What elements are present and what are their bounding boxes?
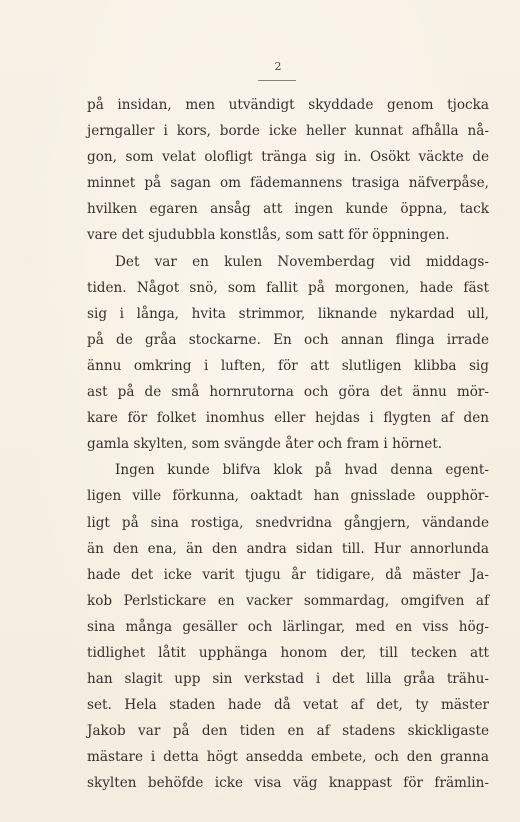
text-line: än den ena, än den andra sidan till. Hur annorlunda <box>87 540 489 557</box>
header-rule <box>258 80 296 81</box>
text-line: kob Perlstickare en vacker sommardag, omgifven af <box>87 592 489 609</box>
text-line: ligen ville förkunna, oaktadt han gnisslade oupphör- <box>87 488 489 505</box>
text-line: kare för folket inomhus eller hejdas i flygten af den <box>87 410 489 427</box>
text-line: Det var en kulen Novemberdag vid middags- <box>115 253 489 270</box>
text-line: på insidan, men utvändigt skyddade genom tjocka <box>87 97 489 113</box>
text-line: gon, som velat olofligt tränga sig in. Osökt väckte de <box>87 149 489 166</box>
text-line: sig i långa, hvita strimmor, liknande nykardad ull, <box>87 305 489 322</box>
text-line: ännu omkring i luften, för att slutligen klibba sig <box>87 357 489 374</box>
text-line: på de gråa stockarne. En och annan flinga irrade <box>87 331 489 348</box>
text-line: hade det icke varit tjugu år tidigare, då mäster Ja- <box>87 566 489 583</box>
text-line: sina många gesäller och lärlingar, med en viss hög- <box>87 618 489 635</box>
text-line: gamla skylten, som svängde åter och fram i hörnet. <box>87 436 443 453</box>
text-line: han slagit upp sin verkstad i det lilla gråa trähu- <box>87 671 489 688</box>
text-line: Jakob var på den tiden en af stadens skickligaste <box>87 723 489 740</box>
text-line: skylten behöfde icke visa väg knappast för främlin- <box>87 775 489 792</box>
text-line: Ingen kunde blifva klok på hvad denna egent- <box>115 462 489 479</box>
text-line: minnet på sagan om fädemannens trasiga näfverpåse, <box>87 175 489 192</box>
text-line: ligt på sina rostiga, snedvridna gångjern, vändande <box>87 514 489 531</box>
text-line: ast på de små hornrutorna och göra det ännu mör- <box>87 384 489 401</box>
text-line: set. Hela staden hade då vetat af det, ty mäster <box>87 697 489 714</box>
text-line: mästare i detta högt ansedda embete, och den granna <box>87 749 489 766</box>
text-line: hvilken egaren ansåg att ingen kunde öppna, tack <box>87 201 489 218</box>
page-number: 2 <box>274 60 282 73</box>
body-text <box>87 92 489 797</box>
text-line: tidlighet låtit upphänga honom der, till tecken att <box>87 644 489 661</box>
text-line: tiden. Något snö, som fallit på morgonen, hade fäst <box>87 279 489 296</box>
text-line: vare det sjudubbla konstlås, som satt för öppningen. <box>87 227 450 244</box>
text-line: jerngaller i kors, borde icke heller kunnat afhålla nå- <box>87 123 489 140</box>
